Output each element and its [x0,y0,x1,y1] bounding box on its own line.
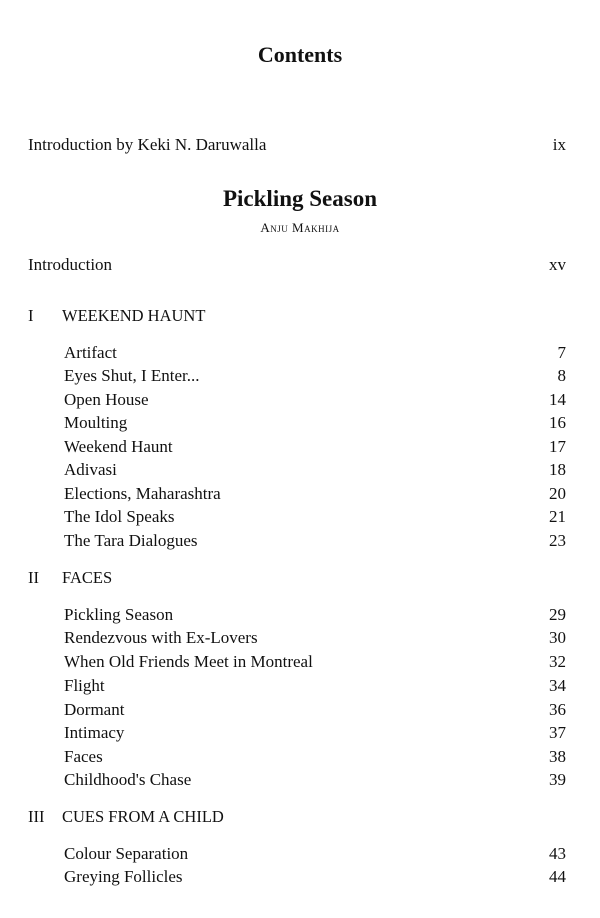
entry-title: Pickling Season [64,605,174,624]
toc-entry [64,342,566,364]
section-title: WEEKEND HAUNT [62,306,206,325]
entry-title: Colour Separation [64,844,189,863]
toc-entry [64,675,566,697]
entry-page: 7 [557,343,566,362]
entry-page: 8 [557,366,566,385]
entry-page: 36 [549,700,566,719]
page-title: Contents [257,42,343,67]
entry-title: Adivasi [64,460,117,479]
section-numeral: I [28,306,34,325]
toc-entry [64,506,566,528]
entry-page: 20 [549,484,566,503]
toc-entry [64,651,566,673]
entry-title: Flight [64,676,105,695]
entry-title: Introduction [28,255,113,274]
section-title: CUES FROM A CHILD [62,807,224,826]
toc-entry [64,389,566,411]
entry-page: 30 [549,628,566,647]
entry-title: The Idol Speaks [64,507,175,526]
entry-title: Open House [64,390,149,409]
entry-title: Weekend Haunt [64,437,173,456]
entry-page: 29 [549,605,566,624]
entry-page: 32 [549,652,566,671]
toc-entry [64,436,566,458]
toc-entry [64,722,566,744]
entry-page: 43 [549,844,566,863]
section-heading-3 [28,806,224,828]
section-title: FACES [62,568,113,587]
toc-entry-front-intro [28,134,566,156]
entry-title: Faces [64,747,103,766]
entry-title: Eyes Shut, I Enter... [64,366,200,385]
entry-page: 21 [549,507,566,526]
toc-entry [64,627,566,649]
entry-title: The Tara Dialogues [64,531,198,550]
entry-title: When Old Friends Meet in Montreal [64,652,313,671]
entry-title: Rendezvous with Ex-Lovers [64,628,258,647]
toc-entry [64,866,566,888]
entry-title: Intimacy [64,723,125,742]
entry-page: 14 [549,390,566,409]
entry-title: Artifact [64,343,117,362]
toc-entry [64,412,566,434]
toc-entry [64,699,566,721]
toc-entry [64,365,566,387]
entry-page: 44 [549,867,566,886]
entry-page: 37 [549,723,566,742]
entry-title: Moulting [64,413,128,432]
section-numeral: II [28,568,39,587]
entry-page: 23 [549,531,566,550]
section-heading-2 [28,567,112,589]
entry-page: xv [549,255,566,274]
toc-entry [64,530,566,552]
entry-page: 34 [549,676,566,695]
toc-entry [64,483,566,505]
entry-title: Elections, Maharashtra [64,484,221,503]
book-title: Pickling Season [222,186,377,211]
toc-entry [64,604,566,626]
entry-title: Greying Follicles [64,867,183,886]
toc-entry [64,459,566,481]
entry-title: Childhood's Chase [64,770,192,789]
entry-title: Dormant [64,700,125,719]
entry-page: 16 [549,413,566,432]
entry-page: 38 [549,747,566,766]
book-author: Anju Makhija [260,220,340,235]
entry-title: Introduction by Keki N. Daruwalla [28,135,267,154]
section-heading-1 [28,305,205,327]
entry-page: 18 [549,460,566,479]
section-numeral: III [28,807,45,826]
toc-entry [64,843,566,865]
toc-entry [64,746,566,768]
toc-entry [64,769,566,791]
entry-page: 17 [549,437,566,456]
entry-page: ix [552,135,566,154]
toc-entry-introduction [28,254,566,276]
entry-page: 39 [549,770,566,789]
